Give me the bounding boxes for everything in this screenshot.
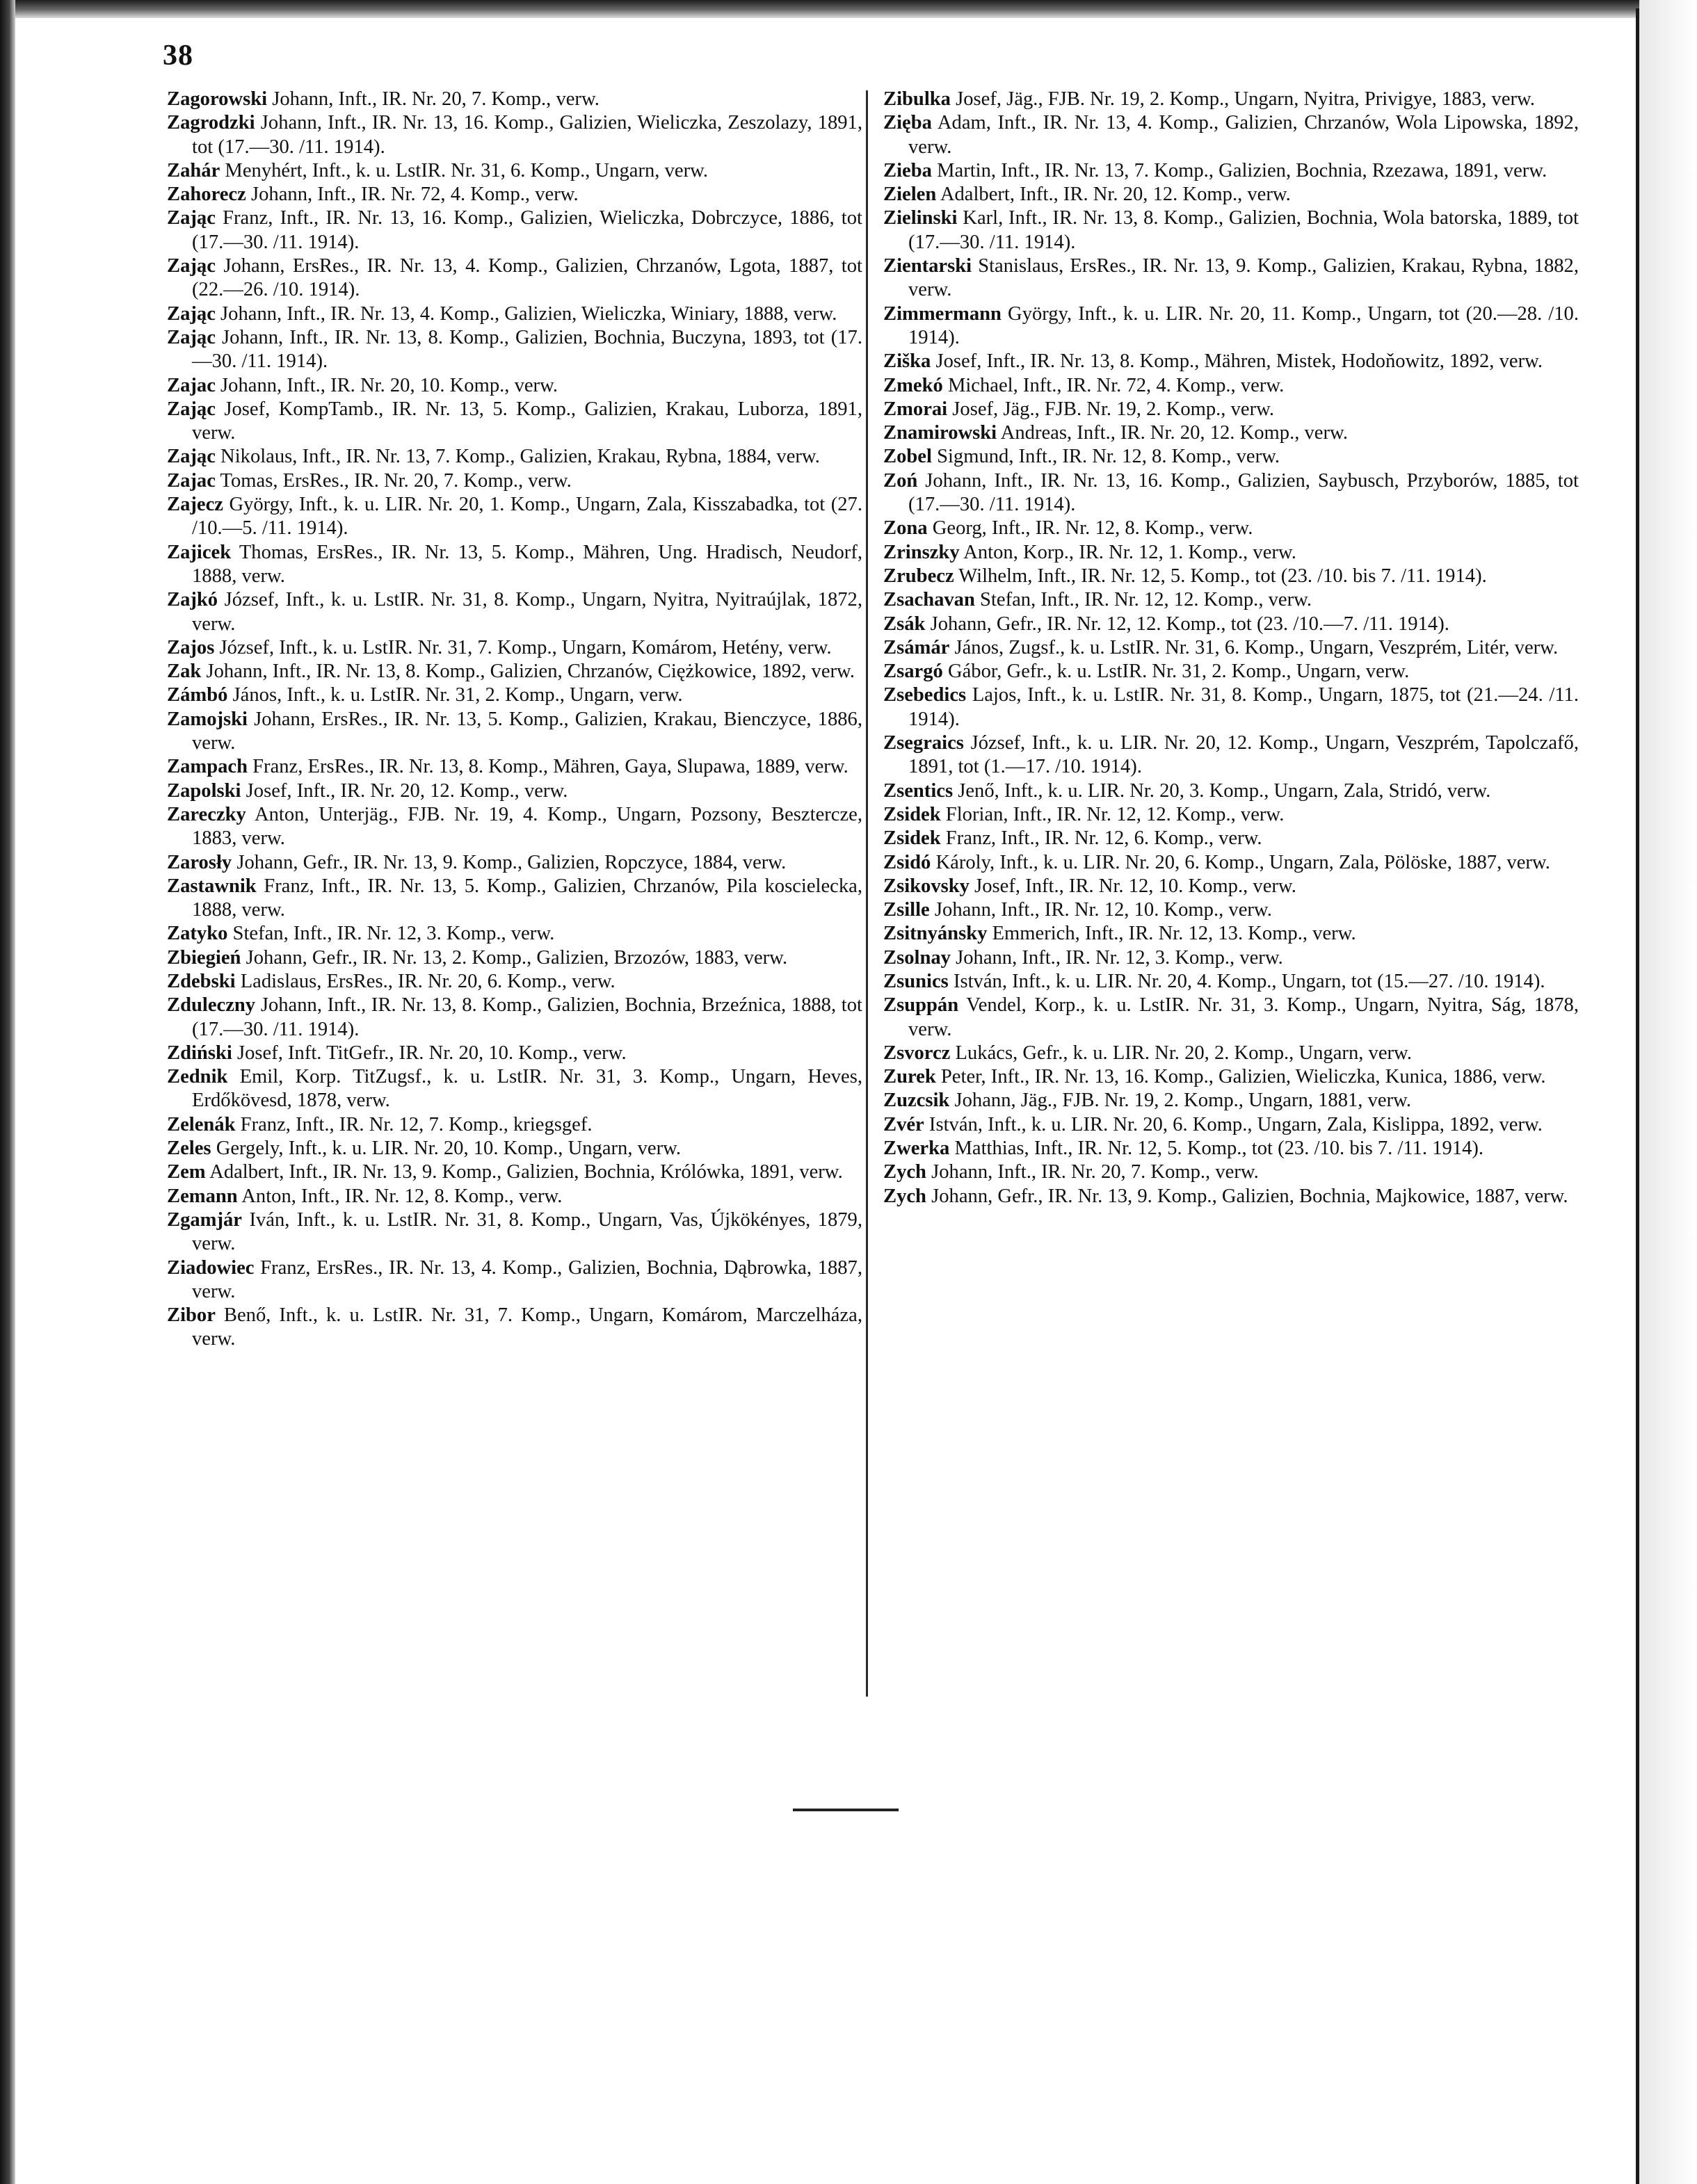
- entry-details: István, Inft., k. u. LIR. Nr. 20, 4. Komp., Ungarn, tot (15.—27. /10. 1914).: [953, 970, 1545, 992]
- entry-surname: Zsentics: [883, 779, 954, 802]
- entry-surname: Zimmermann: [883, 302, 1002, 325]
- casualty-entry: [883, 779, 1579, 803]
- scan-frame-top: [0, 0, 1697, 18]
- entry-surname: Zsegraics: [883, 732, 964, 754]
- entry-surname: Zsuppán: [883, 994, 959, 1017]
- entry-details: György, Inft., k. u. LIR. Nr. 20, 1. Komp., Ungarn, Zala, Kisszabadka, tot (27. /10.—5. /11. 1914).: [192, 494, 862, 540]
- entry-details: Emmerich, Inft., IR. Nr. 12, 13. Komp., verw.: [992, 923, 1356, 945]
- entry-details: Josef, Inft., IR. Nr. 13, 8. Komp., Mähren, Mistek, Hodoňowitz, 1892, verw.: [935, 350, 1543, 373]
- casualty-entry: [167, 779, 862, 803]
- casualty-entry: [883, 1065, 1579, 1089]
- entry-details: Martin, Inft., IR. Nr. 13, 7. Komp., Galizien, Bochnia, Rzezawa, 1891, verw.: [937, 159, 1547, 181]
- entry-surname: Zastawnik: [167, 875, 257, 897]
- entry-details: Johann, Inft., IR. Nr. 13, 16. Komp., Galizien, Saybusch, Przyborów, 1885, tot (17.—30. /11. 1914).: [908, 469, 1579, 516]
- casualty-entry: [883, 541, 1579, 565]
- entry-surname: Zareczky: [167, 803, 246, 825]
- casualty-entry: [883, 565, 1579, 588]
- entry-surname: Zielen: [883, 184, 937, 206]
- entry-details: Gábor, Gefr., k. u. LstIR. Nr. 31, 2. Komp., Ungarn, verw.: [947, 661, 1410, 683]
- entry-surname: Zsvorcz: [883, 1042, 951, 1064]
- entry-details: Adam, Inft., IR. Nr. 13, 4. Komp., Galizien, Chrzanów, Wola Lipowska, 1892, verw.: [908, 112, 1579, 158]
- casualty-entry: [167, 445, 862, 469]
- entry-surname: Zsikovsky: [883, 875, 970, 897]
- casualty-entry: [167, 493, 862, 541]
- casualty-entry: [167, 755, 862, 779]
- entry-details: Sigmund, Inft., IR. Nr. 12, 8. Komp., verw.: [937, 446, 1280, 468]
- entry-surname: Zając: [167, 255, 216, 277]
- entry-details: Gergely, Inft., k. u. LIR. Nr. 20, 10. Komp., Ungarn, verw.: [216, 1138, 682, 1160]
- entry-details: Iván, Inft., k. u. LstIR. Nr. 31, 8. Komp., Ungarn, Vas, Újkökényes, 1879, verw.: [192, 1208, 862, 1255]
- entry-surname: Zajac: [167, 469, 216, 492]
- entry-details: Johann, Inft., IR. Nr. 20, 7. Komp., verw.: [931, 1161, 1259, 1183]
- casualty-entry: [883, 970, 1579, 994]
- casualty-entry: [883, 517, 1579, 540]
- entry-surname: Zámbó: [167, 684, 228, 706]
- entry-surname: Znamirowski: [883, 422, 997, 444]
- casualty-entry: [883, 1137, 1579, 1160]
- entry-surname: Zamojski: [167, 708, 248, 730]
- entry-details: Adalbert, Inft., IR. Nr. 13, 9. Komp., Galizien, Bochnia, Królówka, 1891, verw.: [209, 1161, 843, 1183]
- casualty-entry: [883, 875, 1579, 898]
- page-number: 38: [163, 40, 193, 72]
- entry-details: Johann, Inft., IR. Nr. 20, 7. Komp., verw.: [272, 88, 600, 110]
- entry-surname: Zarosły: [167, 851, 232, 873]
- end-rule: [793, 1809, 899, 1811]
- entry-surname: Zając: [167, 446, 216, 468]
- entry-details: Johann, Inft., IR. Nr. 13, 4. Komp., Galizien, Wieliczka, Winiary, 1888, verw.: [220, 302, 837, 325]
- entry-surname: Zdebski: [167, 970, 236, 992]
- entry-details: Johann, Gefr., IR. Nr. 13, 2. Komp., Galizien, Brzozów, 1883, verw.: [246, 946, 788, 969]
- entry-details: Johann, ErsRes., IR. Nr. 13, 4. Komp., Galizien, Chrzanów, Lgota, 1887, tot (22.—26. /10. 1914).: [192, 255, 862, 301]
- entry-details: György, Inft., k. u. LIR. Nr. 20, 11. Komp., Ungarn, tot (20.—28. /10. 1914).: [908, 302, 1579, 348]
- casualty-entry: [167, 1113, 862, 1137]
- casualty-entry: [167, 994, 862, 1042]
- entry-surname: Zurek: [883, 1066, 936, 1088]
- entry-details: Johann, Gefr., IR. Nr. 13, 9. Komp., Galizien, Ropczyce, 1884, verw.: [236, 851, 787, 873]
- entry-details: Stefan, Inft., IR. Nr. 12, 3. Komp., verw.: [232, 923, 555, 945]
- entry-surname: Ziadowiec: [167, 1256, 255, 1279]
- casualty-entry: [167, 326, 862, 374]
- entry-surname: Zapolski: [167, 779, 241, 802]
- entry-surname: Zem: [167, 1161, 206, 1183]
- casualty-entry: [167, 1042, 862, 1065]
- entry-surname: Zajac: [167, 374, 216, 396]
- entry-details: Johann, Inft., IR. Nr. 12, 3. Komp., verw.: [956, 946, 1283, 969]
- entry-surname: Zajkó: [167, 589, 218, 611]
- entry-details: Michael, Inft., IR. Nr. 72, 4. Komp., verw.: [947, 374, 1285, 396]
- entry-details: István, Inft., k. u. LIR. Nr. 20, 6. Komp., Ungarn, Zala, Kislippa, 1892, verw.: [928, 1113, 1543, 1135]
- entry-surname: Zsille: [883, 899, 930, 921]
- entry-surname: Zrubecz: [883, 565, 954, 587]
- casualty-entry: [167, 708, 862, 756]
- casualty-entry: [167, 851, 862, 875]
- left-column: [167, 88, 862, 1352]
- entry-details: Emil, Korp. TitZugsf., k. u. LstIR. Nr. 31, 3. Komp., Ungarn, Heves, Erdőkövesd, 1878, verw.: [192, 1066, 862, 1112]
- entry-details: Johann, Jäg., FJB. Nr. 19, 2. Komp., Ungarn, 1881, verw.: [954, 1090, 1412, 1112]
- entry-surname: Zając: [167, 398, 216, 420]
- entry-surname: Zając: [167, 302, 216, 325]
- casualty-entry: [883, 851, 1579, 875]
- entry-surname: Zgamjár: [167, 1208, 242, 1231]
- entry-surname: Zwerka: [883, 1138, 950, 1160]
- entry-details: Johann, Inft., IR. Nr. 20, 10. Komp., verw.: [220, 374, 558, 396]
- casualty-entry: [883, 994, 1579, 1042]
- casualty-entry: [167, 469, 862, 493]
- entry-surname: Zuzcsik: [883, 1090, 950, 1112]
- entry-surname: Zajos: [167, 636, 215, 658]
- casualty-entry: [883, 898, 1579, 922]
- entry-surname: Zelenák: [167, 1113, 236, 1135]
- casualty-entry: [883, 469, 1579, 517]
- entry-surname: Zsachavan: [883, 589, 975, 611]
- entry-surname: Zagrodzki: [167, 112, 255, 134]
- entry-details: Franz, Inft., IR. Nr. 12, 7. Komp., kriegsgef.: [240, 1113, 593, 1135]
- casualty-entry: [167, 970, 862, 994]
- casualty-entry: [883, 683, 1579, 731]
- entry-details: Josef, Inft., IR. Nr. 12, 10. Komp., verw.: [974, 875, 1296, 897]
- entry-details: Stefan, Inft., IR. Nr. 12, 12. Komp., verw.: [980, 589, 1312, 611]
- entry-surname: Zieba: [883, 159, 932, 181]
- entry-details: Josef, Inft. TitGefr., IR. Nr. 20, 10. Komp., verw.: [236, 1042, 627, 1064]
- entry-surname: Zmorai: [883, 398, 948, 420]
- casualty-entry: [883, 183, 1579, 207]
- entry-details: Florian, Inft., IR. Nr. 12, 12. Komp., verw.: [945, 803, 1285, 825]
- entry-surname: Zahár: [167, 159, 220, 181]
- entry-surname: Zsolnay: [883, 946, 951, 969]
- entry-surname: Zduleczny: [167, 994, 256, 1017]
- entry-surname: Zeles: [167, 1138, 211, 1160]
- casualty-entry: [883, 445, 1579, 469]
- casualty-entry: [167, 159, 862, 183]
- casualty-entry: [167, 1065, 862, 1113]
- casualty-entry: [167, 1304, 862, 1352]
- entry-details: Jenő, Inft., k. u. LIR. Nr. 20, 3. Komp., Ungarn, Zala, Stridó, verw.: [958, 779, 1491, 802]
- entry-surname: Zsámár: [883, 636, 950, 658]
- entry-details: Josef, KompTamb., IR. Nr. 13, 5. Komp., Galizien, Krakau, Luborza, 1891, verw.: [192, 398, 863, 444]
- entry-details: Ladislaus, ErsRes., IR. Nr. 20, 6. Komp., verw.: [240, 970, 616, 992]
- entry-surname: Zych: [883, 1161, 926, 1183]
- entry-surname: Zvér: [883, 1113, 924, 1135]
- casualty-entry: [167, 946, 862, 970]
- casualty-entry: [883, 254, 1579, 302]
- entry-details: Matthias, Inft., IR. Nr. 12, 5. Komp., tot (23. /10. bis 7. /11. 1914).: [954, 1138, 1484, 1160]
- entry-details: Johann, Inft., IR. Nr. 12, 10. Komp., verw.: [934, 899, 1272, 921]
- casualty-entry: [883, 421, 1579, 445]
- entry-details: János, Inft., k. u. LstIR. Nr. 31, 2. Komp., Ungarn, verw.: [232, 684, 683, 706]
- entry-surname: Zsargó: [883, 661, 943, 683]
- entry-details: Wilhelm, Inft., IR. Nr. 12, 5. Komp., tot (23. /10. bis 7. /11. 1914).: [958, 565, 1487, 587]
- casualty-entry: [883, 613, 1579, 636]
- entry-details: Nikolaus, Inft., IR. Nr. 13, 7. Komp., Galizien, Krakau, Rybna, 1884, verw.: [220, 446, 820, 468]
- entry-details: Benő, Inft., k. u. LstIR. Nr. 31, 7. Komp., Ungarn, Komárom, Marczelháza, verw.: [192, 1304, 862, 1350]
- casualty-entry: [883, 946, 1579, 970]
- entry-surname: Zsunics: [883, 970, 949, 992]
- scan-frame-left: [0, 0, 15, 2184]
- entry-surname: Zampach: [167, 756, 248, 778]
- entry-surname: Zahorecz: [167, 184, 246, 206]
- casualty-entry: [883, 1185, 1579, 1208]
- entry-details: Anton, Korp., IR. Nr. 12, 1. Komp., verw.: [963, 541, 1296, 563]
- entry-details: Franz, Inft., IR. Nr. 13, 5. Komp., Galizien, Chrzanów, Pila koscielecka, 1888, verw.: [192, 875, 862, 921]
- casualty-entry: [883, 398, 1579, 421]
- entry-surname: Zoń: [883, 469, 918, 492]
- entry-details: Anton, Inft., IR. Nr. 12, 8. Komp., verw.: [241, 1185, 563, 1207]
- entry-details: Karl, Inft., IR. Nr. 13, 8. Komp., Galizien, Bochnia, Wola batorska, 1889, tot (17.—30. /11. 1914).: [908, 207, 1579, 253]
- entry-details: Georg, Inft., IR. Nr. 12, 8. Komp., verw.: [932, 517, 1253, 540]
- entry-details: Károly, Inft., k. u. LIR. Nr. 20, 6. Komp., Ungarn, Zala, Pölöske, 1887, verw.: [935, 851, 1550, 873]
- casualty-entry: [167, 636, 862, 660]
- entry-details: Adalbert, Inft., IR. Nr. 20, 12. Komp., verw.: [940, 184, 1291, 206]
- entry-surname: Zrinszky: [883, 541, 960, 563]
- entry-surname: Zednik: [167, 1066, 228, 1088]
- casualty-entry: [167, 1185, 862, 1208]
- entry-surname: Zych: [883, 1185, 926, 1207]
- casualty-entry: [883, 207, 1579, 254]
- entry-surname: Zajecz: [167, 494, 223, 516]
- casualty-entry: [883, 1160, 1579, 1184]
- entry-details: Johann, Inft., IR. Nr. 13, 16. Komp., Galizien, Wieliczka, Zeszolazy, 1891, tot (17.—30. /11. 1914).: [192, 112, 862, 158]
- entry-surname: Zsák: [883, 613, 926, 635]
- casualty-entry: [883, 588, 1579, 612]
- entry-details: János, Zugsf., k. u. LstIR. Nr. 31, 6. Komp., Ungarn, Veszprém, Litér, verw.: [954, 636, 1559, 658]
- casualty-entry: [883, 1089, 1579, 1113]
- entry-surname: Zając: [167, 326, 216, 348]
- casualty-entry: [167, 1160, 862, 1184]
- entry-details: Stanislaus, ErsRes., IR. Nr. 13, 9. Komp., Galizien, Krakau, Rybna, 1882, verw.: [908, 255, 1579, 301]
- casualty-entry: [883, 660, 1579, 683]
- entry-details: Josef, Jäg., FJB. Nr. 19, 2. Komp., verw.: [952, 398, 1275, 420]
- entry-surname: Zbiegień: [167, 946, 241, 969]
- casualty-entry: [883, 374, 1579, 398]
- entry-details: Johann, Inft., IR. Nr. 72, 4. Komp., verw.: [250, 184, 579, 206]
- column-divider: [866, 90, 868, 1697]
- entry-details: József, Inft., k. u. LIR. Nr. 20, 12. Komp., Ungarn, Veszprém, Tapolczafő, 1891, tot (1.—17. /10. 1914).: [908, 732, 1579, 778]
- casualty-entry: [167, 1256, 862, 1304]
- entry-surname: Zagorowski: [167, 88, 268, 110]
- entry-surname: Zięba: [883, 112, 932, 134]
- entry-details: Josef, Inft., IR. Nr. 20, 12. Komp., verw.: [246, 779, 568, 802]
- entry-surname: Zemann: [167, 1185, 238, 1207]
- entry-details: József, Inft., k. u. LstIR. Nr. 31, 8. Komp., Ungarn, Nyitra, Nyitraújlak, 1872, verw.: [192, 589, 862, 635]
- entry-surname: Zajicek: [167, 541, 232, 563]
- entry-surname: Zatyko: [167, 923, 228, 945]
- casualty-entry: [883, 350, 1579, 373]
- entry-surname: Zibor: [167, 1304, 216, 1327]
- casualty-entry: [883, 827, 1579, 850]
- entry-details: Andreas, Inft., IR. Nr. 20, 12. Komp., verw.: [1000, 422, 1348, 444]
- entry-details: Johann, Gefr., IR. Nr. 12, 12. Komp., tot (23. /10.—7. /11. 1914).: [930, 613, 1449, 635]
- entry-details: Johann, Inft., IR. Nr. 13, 8. Komp., Galizien, Bochnia, Brzeźnica, 1888, tot (17.—30. /11. 1914).: [192, 994, 862, 1040]
- entry-details: József, Inft., k. u. LstIR. Nr. 31, 7. Komp., Ungarn, Komárom, Hetény, verw.: [219, 636, 832, 658]
- casualty-entry: [883, 636, 1579, 660]
- entry-surname: Zientarski: [883, 255, 972, 277]
- entry-surname: Zsidek: [883, 827, 941, 850]
- casualty-entry: [883, 922, 1579, 946]
- entry-details: Johann, Inft., IR. Nr. 13, 8. Komp., Galizien, Bochnia, Buczyna, 1893, tot (17.—30. /11. 1914).: [192, 326, 862, 373]
- entry-surname: Zając: [167, 207, 216, 229]
- entry-surname: Zsitnyánsky: [883, 923, 988, 945]
- entry-surname: Zielinski: [883, 207, 958, 229]
- casualty-entry: [167, 398, 862, 446]
- casualty-entry: [167, 88, 862, 111]
- casualty-entry: [167, 683, 862, 707]
- casualty-entry: [883, 159, 1579, 183]
- entry-details: Tomas, ErsRes., IR. Nr. 20, 7. Komp., verw.: [220, 469, 572, 492]
- entry-surname: Zona: [883, 517, 928, 540]
- entry-details: Franz, Inft., IR. Nr. 12, 6. Komp., verw.: [945, 827, 1262, 850]
- entry-surname: Zak: [167, 661, 202, 683]
- entry-details: Lajos, Inft., k. u. LstIR. Nr. 31, 8. Komp., Ungarn, 1875, tot (21.—24. /11. 1914).: [908, 684, 1579, 730]
- casualty-entry: [167, 254, 862, 302]
- entry-details: Johann, Inft., IR. Nr. 13, 8. Komp., Galizien, Chrzanów, Ciężkowice, 1892, verw.: [206, 661, 855, 683]
- entry-details: Anton, Unterjäg., FJB. Nr. 19, 4. Komp., Ungarn, Pozsony, Besztercze, 1883, verw.: [192, 803, 863, 850]
- casualty-entry: [883, 1042, 1579, 1065]
- casualty-entry: [167, 207, 862, 254]
- casualty-entry: [883, 731, 1579, 779]
- casualty-entry: [167, 541, 862, 589]
- entry-details: Lukács, Gefr., k. u. LIR. Nr. 20, 2. Komp., Ungarn, verw.: [955, 1042, 1412, 1064]
- casualty-entry: [167, 803, 862, 851]
- casualty-entry: [167, 660, 862, 683]
- scan-frame-right-margin: [1639, 0, 1697, 2184]
- casualty-entry: [883, 803, 1579, 827]
- casualty-entry: [167, 922, 862, 946]
- casualty-entry: [167, 1208, 862, 1256]
- casualty-entry: [167, 374, 862, 398]
- casualty-entry: [167, 183, 862, 207]
- entry-details: Josef, Jäg., FJB. Nr. 19, 2. Komp., Ungarn, Nyitra, Privigye, 1883, verw.: [956, 88, 1535, 110]
- entry-surname: Zobel: [883, 446, 932, 468]
- entry-details: Peter, Inft., IR. Nr. 13, 16. Komp., Galizien, Wieliczka, Kunica, 1886, verw.: [940, 1066, 1546, 1088]
- entry-surname: Zsidó: [883, 851, 931, 873]
- entry-surname: Zsebedics: [883, 684, 967, 706]
- entry-details: Franz, ErsRes., IR. Nr. 13, 4. Komp., Galizien, Bochnia, Dąbrowka, 1887, verw.: [192, 1256, 862, 1302]
- casualty-entry: [167, 1137, 862, 1160]
- entry-details: Johann, ErsRes., IR. Nr. 13, 5. Komp., Galizien, Krakau, Bienczyce, 1886, verw.: [192, 708, 862, 754]
- entry-details: Franz, Inft., IR. Nr. 13, 16. Komp., Galizien, Wieliczka, Dobrczyce, 1886, tot (17.—30. /11. 1914).: [192, 207, 862, 253]
- entry-details: Menyhért, Inft., k. u. LstIR. Nr. 31, 6. Komp., Ungarn, verw.: [225, 159, 709, 181]
- entry-surname: Zibulka: [883, 88, 951, 110]
- casualty-entry: [167, 111, 862, 159]
- casualty-entry: [883, 111, 1579, 159]
- entry-surname: Ziška: [883, 350, 931, 373]
- entry-details: Vendel, Korp., k. u. LstIR. Nr. 31, 3. Komp., Ungarn, Nyitra, Ság, 1878, verw.: [908, 994, 1579, 1040]
- casualty-entry: [167, 588, 862, 636]
- right-column: [883, 88, 1579, 1208]
- entry-details: Thomas, ErsRes., IR. Nr. 13, 5. Komp., Mähren, Ung. Hradisch, Neudorf, 1888, verw.: [192, 541, 863, 587]
- entry-details: Johann, Gefr., IR. Nr. 13, 9. Komp., Galizien, Bochnia, Majkowice, 1887, verw.: [931, 1185, 1568, 1207]
- entry-details: Franz, ErsRes., IR. Nr. 13, 8. Komp., Mähren, Gaya, Slupawa, 1889, verw.: [252, 756, 848, 778]
- entry-surname: Zmekó: [883, 374, 943, 396]
- casualty-entry: [883, 1113, 1579, 1137]
- entry-surname: Zsidek: [883, 803, 941, 825]
- casualty-entry: [883, 302, 1579, 350]
- casualty-entry: [167, 875, 862, 923]
- entry-surname: Zdiński: [167, 1042, 232, 1064]
- casualty-entry: [883, 88, 1579, 111]
- casualty-entry: [167, 302, 862, 326]
